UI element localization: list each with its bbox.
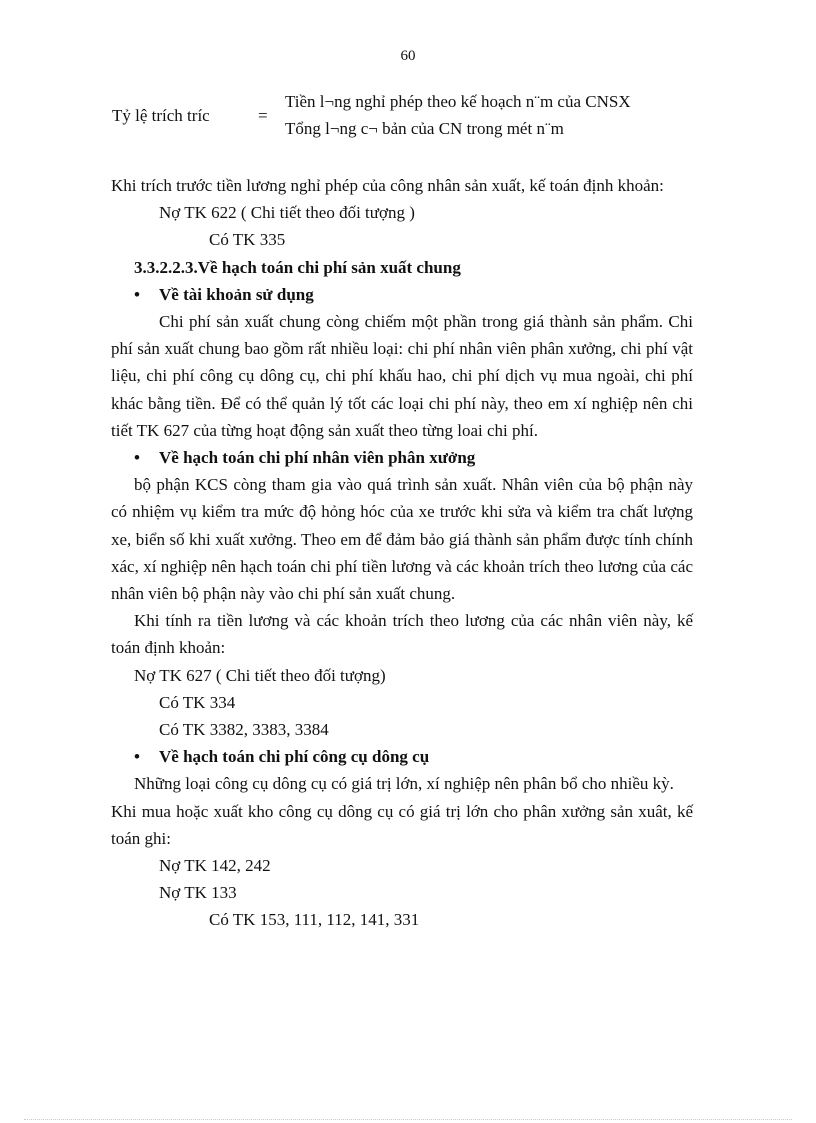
formula-label: Tỷ lệ trích tríc	[112, 106, 210, 125]
allocation-ratio-formula	[112, 92, 692, 144]
journal-entry-debit: Nợ TK 627 ( Chi tiết theo đối tượng)	[134, 665, 386, 685]
section-heading: 3.3.2.2.3.Về hạch toán chi phí sản xuất chung	[134, 257, 461, 277]
page-number: 60	[400, 48, 416, 64]
bullet-icon: •	[134, 284, 140, 304]
bullet-heading-accounts	[111, 281, 693, 308]
paragraph-tools-allocation: Những loại công cụ dông cụ có giá trị lớn, xí nghiệp nên phân bổ cho nhiều kỳ.	[134, 774, 674, 794]
journal-entry-debit: Nợ TK 142, 242	[159, 856, 271, 876]
bullet-heading-workshop-staff	[111, 444, 693, 471]
paragraph-accrual-intro: Khi trích trước tiền lương nghỉ phép của công nhân sản xuất, kế toán định khoản:	[111, 176, 664, 195]
bullet-heading-tools	[111, 743, 693, 770]
bullet-heading-text: Về hạch toán chi phí nhân viên phân xưởng	[159, 448, 476, 468]
formula-numerator: Tiền l¬ng nghỉ phép theo kế hoạch n¨m của CNSX	[285, 92, 631, 111]
journal-entry-credit: Có TK 153, 111, 112, 141, 331	[209, 910, 420, 930]
paragraph-kcs-department: bộ phận KCS còng tham gia vào quá trình sản xuất. Nhân viên của bộ phận này có nhiệm vụ kiểm tra mức độ hỏng hóc của xe trước khi sửa và kiểm tra chất lượng xe, biển số khi xuất xưởng. Theo em để đảm bảo giá thành sản phẩm được tính chính xác, xí nghiệp nên hạch toán chi phí tiền lương và các khoản trích theo lương của các nhân viên bộ phận này vào chi phí sản xuất chung.	[111, 475, 693, 604]
paragraph-overhead-costs: Chi phí sản xuất chung còng chiếm một phần trong giá thành sản phẩm. Chi phí sản xuất chung bao gồm rất nhiều loại: chi phí nhân viên phân xưởng, chi phí vật liệu, chi phí công cụ dông cụ, chi phí khấu hao, chi phí dịch vụ mua ngoài, chi phí khác bằng tiền. Để có thể quản lý tốt các loại chi phí này, theo em xí nghiệp nên chi tiết TK 627 của từng hoạt động sản xuất theo từng loai chi phí.	[111, 312, 693, 440]
page-bottom-rule	[24, 1119, 792, 1120]
bullet-heading-text: Về hạch toán chi phí công cụ dông cụ	[159, 747, 430, 767]
journal-entry-credit: Có TK 3382, 3383, 3384	[159, 720, 329, 740]
formula-equals-sign: =	[258, 106, 268, 125]
bullet-heading-text: Về tài khoản sử dụng	[159, 284, 314, 304]
paragraph-salary-entry: Khi tính ra tiền lương và các khoản trích theo lương của các nhân viên này, kế toán định khoản:	[111, 611, 693, 658]
journal-entry-debit: Nợ TK 622 ( Chi tiết theo đối tượng )	[159, 203, 415, 223]
bullet-icon: •	[134, 747, 140, 767]
journal-entry-credit: Có TK 335	[209, 230, 286, 250]
journal-entry-debit: Nợ TK 133	[159, 883, 237, 903]
bullet-icon: •	[134, 448, 140, 468]
paragraph-tools-purchase: Khi mua hoặc xuất kho công cụ dông cụ có giá trị lớn cho phân xưởng sản xuât, kế toán ghi:	[111, 801, 693, 848]
journal-entry-credit: Có TK 334	[159, 692, 236, 712]
document-body	[111, 172, 693, 934]
formula-denominator: Tổng l¬ng c¬ bản của CN trong mét n¨m	[285, 119, 564, 138]
